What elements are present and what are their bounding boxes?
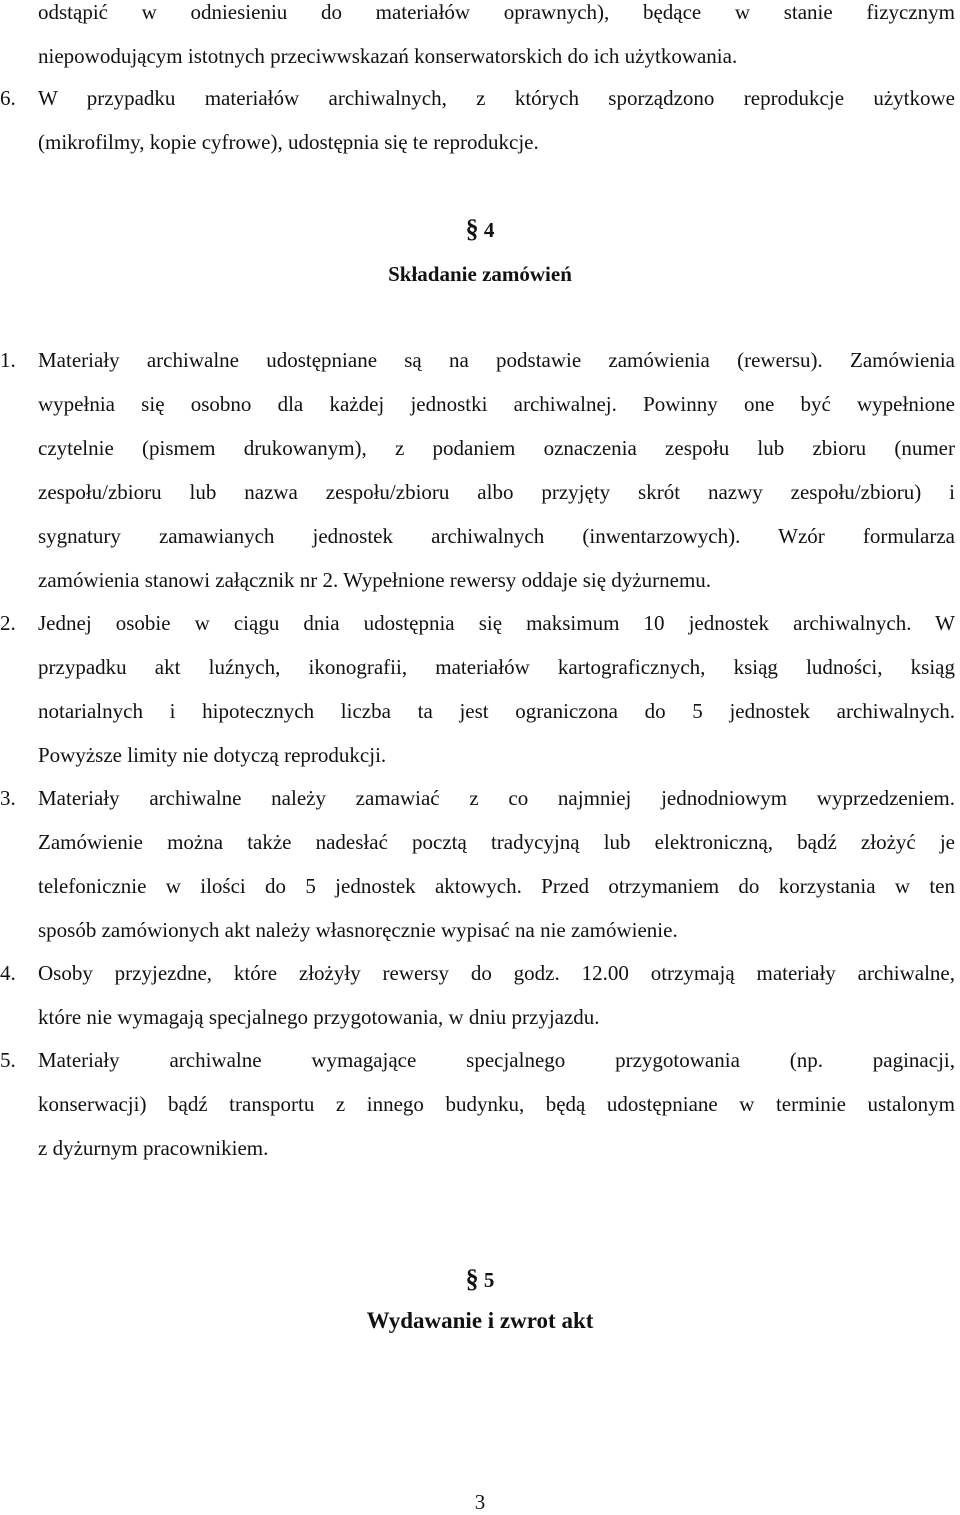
text-line: zespołu/zbioru lub nazwa zespołu/zbioru albo przyjęty skrót nazwy zespołu/zbioru) i <box>38 480 955 504</box>
text-line: telefonicznie w ilości do 5 jednostek aktowych. Przed otrzymaniem do korzystania w ten <box>38 874 955 898</box>
text-line: które nie wymagają specjalnego przygotowania, w dniu przyjazdu. <box>38 1005 600 1029</box>
text-line: Osoby przyjezdne, które złożyły rewersy do godz. 12.00 otrzymają materiały archiwalne, <box>38 961 955 985</box>
list-item-number: 2. <box>0 611 16 635</box>
list-item-number: 1. <box>0 348 16 372</box>
section-number-value: 4 <box>483 218 495 242</box>
section-title: Wydawanie i zwrot akt <box>366 1308 594 1333</box>
section-number <box>0 1264 960 1294</box>
text-line: z dyżurnym pracownikiem. <box>38 1136 269 1160</box>
list-item-number: 4. <box>0 961 16 985</box>
text-line: sygnatury zamawianych jednostek archiwalnych (inwentarzowych). Wzór formularza <box>38 524 955 548</box>
section-number <box>0 214 960 244</box>
text-line: zamówienia stanowi załącznik nr 2. Wypełnione rewersy oddaje się dyżurnemu. <box>38 568 712 592</box>
text-line: konserwacji) bądź transportu z innego budynku, będą udostępniane w terminie ustalonym <box>38 1092 955 1116</box>
text-line: przypadku akt luźnych, ikonografii, materiałów kartograficznych, ksiąg ludności, ksiąg <box>38 655 955 679</box>
text-line: (mikrofilmy, kopie cyfrowe), udostępnia się te reprodukcje. <box>38 130 539 154</box>
text-line: Materiały archiwalne wymagające specjalnego przygotowania (np. paginacji, <box>38 1048 955 1072</box>
section-number-value: 5 <box>483 1268 495 1292</box>
text-line: odstąpić w odniesieniu do materiałów oprawnych), będące w stanie fizycznym <box>38 0 955 24</box>
text-line: wypełnia się osobno dla każdej jednostki archiwalnej. Powinny one być wypełnione <box>38 392 955 416</box>
list-item-number: 5. <box>0 1048 16 1072</box>
text-line: Powyższe limity nie dotyczą reprodukcji. <box>38 743 387 767</box>
page-number: 3 <box>474 1490 486 1514</box>
section-symbol: § <box>465 214 479 243</box>
section-title: Składanie zamówień <box>388 262 572 286</box>
text-line: Materiały archiwalne udostępniane są na podstawie zamówienia (rewersu). Zamówienia <box>38 348 955 372</box>
text-line: Materiały archiwalne należy zamawiać z co najmniej jednodniowym wyprzedzeniem. <box>38 786 955 810</box>
text-line: Jednej osobie w ciągu dnia udostępnia się maksimum 10 jednostek archiwalnych. W <box>38 611 955 635</box>
text-line: notarialnych i hipotecznych liczba ta jest ograniczona do 5 jednostek archiwalnych. <box>38 699 955 723</box>
text-line: niepowodującym istotnych przeciwwskazań konserwatorskich do ich użytkowania. <box>38 44 738 68</box>
text-line: W przypadku materiałów archiwalnych, z których sporządzono reprodukcje użytkowe <box>38 86 955 110</box>
list-item-number: 6. <box>0 86 16 110</box>
section-symbol: § <box>465 1264 479 1293</box>
text-line: Zamówienie można także nadesłać pocztą tradycyjną lub elektroniczną, bądź złożyć je <box>38 830 955 854</box>
list-item-number: 3. <box>0 786 16 810</box>
text-line: czytelnie (pismem drukowanym), z podaniem oznaczenia zespołu lub zbioru (numer <box>38 436 955 460</box>
text-line: sposób zamówionych akt należy własnoręcznie wypisać na nie zamówienie. <box>38 918 678 942</box>
